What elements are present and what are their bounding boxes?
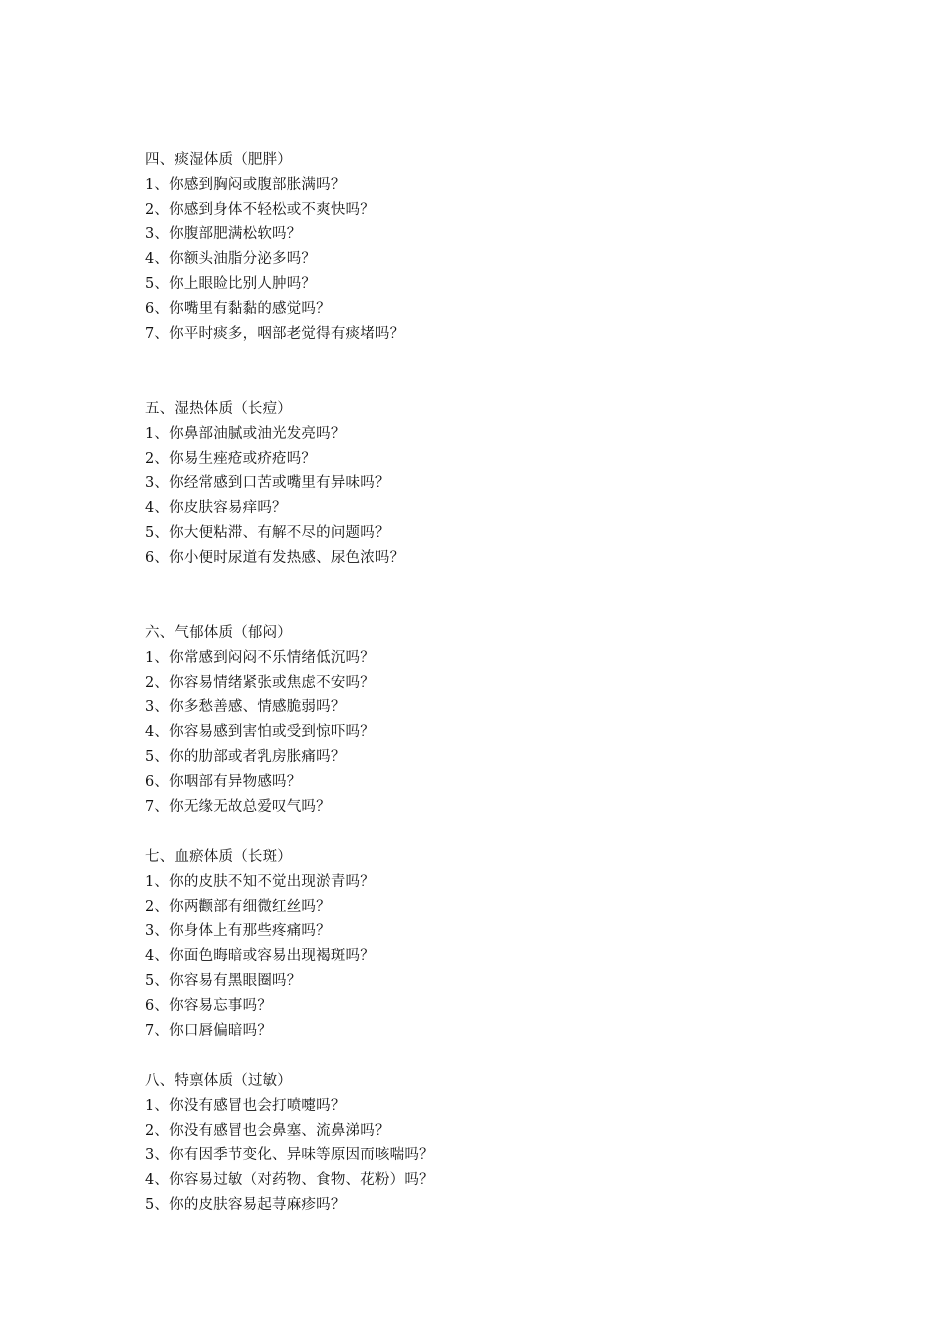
question-item: 3、你经常感到口苦或嘴里有异味吗？ <box>145 475 390 492</box>
section-heading: 五、湿热体质（长痘） <box>145 401 292 417</box>
section-blood-stasis <box>145 845 845 1043</box>
question-item: 3、你有因季节变化、异味等原因而咳喘吗？ <box>145 1147 434 1164</box>
section-heading: 六、气郁体质（郁闷） <box>145 625 292 641</box>
section-heading: 七、血瘀体质（长斑） <box>145 849 292 865</box>
question-item: 4、你容易感到害怕或受到惊吓吗？ <box>145 724 375 741</box>
section-phlegm-dampness <box>145 148 845 346</box>
question-item: 7、你平时痰多，咽部老觉得有痰堵吗？ <box>145 325 405 342</box>
question-item: 6、你容易忘事吗？ <box>145 997 273 1014</box>
question-item: 2、你易生痤疮或疥疮吗？ <box>145 450 317 467</box>
question-item: 1、你鼻部油腻或油光发亮吗？ <box>145 425 346 442</box>
section-heading: 四、痰湿体质（肥胖） <box>145 152 292 168</box>
question-item: 6、你咽部有异物感吗？ <box>145 773 302 790</box>
question-item: 2、你没有感冒也会鼻塞、流鼻涕吗？ <box>145 1122 390 1139</box>
question-item: 3、你腹部肥满松软吗？ <box>145 226 302 243</box>
question-item: 3、你身体上有那些疼痛吗？ <box>145 923 331 940</box>
question-item: 7、你无缘无故总爱叹气吗？ <box>145 798 331 815</box>
question-item: 4、你容易过敏（对药物、食物、花粉）吗？ <box>145 1172 434 1189</box>
question-item: 5、你的皮肤容易起荨麻疹吗？ <box>145 1196 346 1213</box>
question-item: 1、你的皮肤不知不觉出现淤青吗？ <box>145 873 375 890</box>
question-item: 2、你两颧部有细微红丝吗？ <box>145 898 331 915</box>
question-item: 6、你嘴里有黏黏的感觉吗？ <box>145 300 331 317</box>
question-item: 5、你容易有黑眼圈吗？ <box>145 972 302 989</box>
question-item: 5、你大便粘滞、有解不尽的问题吗？ <box>145 524 390 541</box>
section-damp-heat <box>145 397 845 571</box>
question-item: 4、你皮肤容易痒吗？ <box>145 500 287 517</box>
question-item: 2、你容易情绪紧张或焦虑不安吗？ <box>145 674 375 691</box>
section-qi-stagnation <box>145 621 845 819</box>
question-item: 2、你感到身体不轻松或不爽快吗？ <box>145 201 375 218</box>
question-item: 1、你感到胸闷或腹部胀满吗？ <box>145 176 346 193</box>
section-special-constitution <box>145 1069 845 1218</box>
question-item: 6、你小便时尿道有发热感、尿色浓吗？ <box>145 549 405 566</box>
question-item: 4、你面色晦暗或容易出现褐斑吗？ <box>145 948 375 965</box>
question-item: 7、你口唇偏暗吗？ <box>145 1022 273 1039</box>
section-heading: 八、特禀体质（过敏） <box>145 1073 292 1089</box>
question-item: 5、你上眼睑比别人肿吗？ <box>145 275 317 292</box>
question-item: 1、你常感到闷闷不乐情绪低沉吗？ <box>145 649 375 666</box>
question-item: 5、你的肋部或者乳房胀痛吗？ <box>145 748 346 765</box>
question-item: 1、你没有感冒也会打喷嚏吗？ <box>145 1097 346 1114</box>
question-item: 4、你额头油脂分泌多吗？ <box>145 251 317 268</box>
question-item: 3、你多愁善感、情感脆弱吗？ <box>145 699 346 716</box>
